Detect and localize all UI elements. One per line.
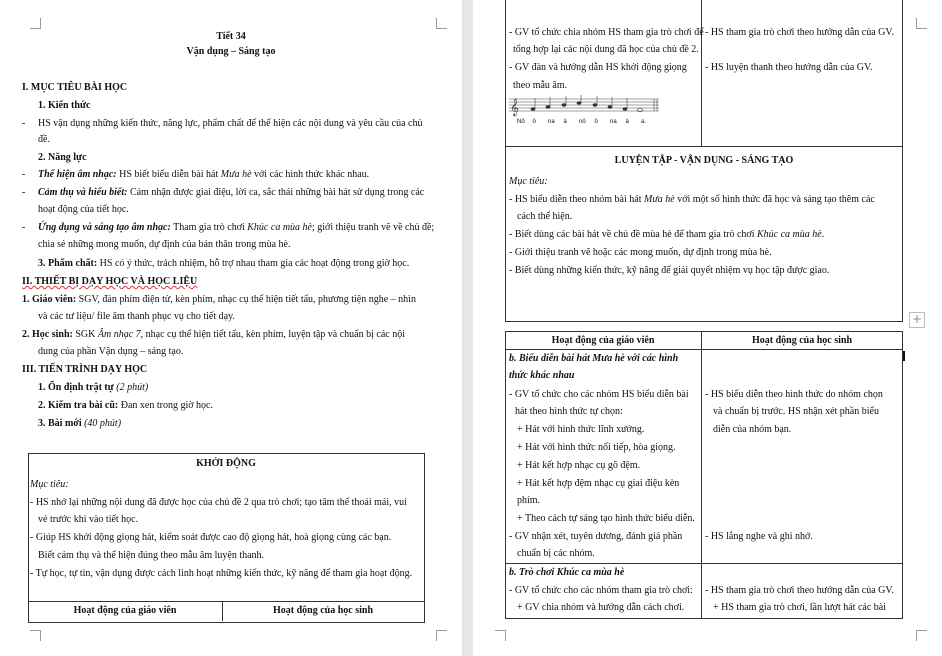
table-divider <box>28 601 424 602</box>
subsection-heading: 2. Năng lực <box>38 152 87 163</box>
activity-heading: b. Trò chơi Khúc ca mùa hè <box>509 567 625 578</box>
lyric-syllable: á <box>563 119 567 125</box>
section-heading: III. TIẾN TRÌNH DẠY HỌC <box>22 364 148 375</box>
table-border <box>505 146 903 147</box>
teacher-activity-line: - GV tổ chức chia nhóm HS tham gia trò chơi để <box>509 27 704 38</box>
teacher-activity-line: phím. <box>517 495 541 506</box>
table-border <box>505 0 506 146</box>
lesson-number: Tiết 34 <box>216 31 246 42</box>
teacher-activity-line: - GV đàn và hướng dẫn HS khởi động giọng <box>509 62 687 73</box>
lyric-syllable: ô <box>594 119 598 125</box>
section-heading: II. THIẾT BỊ DẠY HỌC VÀ HỌC LIỆU <box>22 276 198 287</box>
inline-label: 1. Ổn định trật tự <box>38 382 114 393</box>
teacher-activity-line: + GV chia nhóm và hướng dẫn cách chơi. <box>517 602 685 613</box>
teacher-activity-line: + Hát kết hợp đệm nhạc cụ giai điệu kèn <box>517 478 680 489</box>
lyric-syllable: Nô <box>517 119 525 125</box>
teacher-activity-line: hát theo hình thức tự chọn: <box>515 406 623 417</box>
inline-label: Ứng dụng và sáng tạo âm nhạc: <box>38 222 171 233</box>
student-activity-line: diễn của nhóm bạn. <box>713 424 792 435</box>
paragraph-line: HS vận dụng những kiến thức, năng lực, phẩm chất để thể hiện các nội dung và yêu cầu của chủ <box>38 118 423 129</box>
document-page-2 <box>473 0 942 656</box>
lyric-syllable: na <box>548 119 555 125</box>
lyric-syllable: á <box>625 119 629 125</box>
teacher-activity-line: + Hát kết hợp nhạc cụ gõ đệm. <box>517 460 641 471</box>
column-header-student: Hoạt động của học sinh <box>272 605 374 616</box>
column-header-teacher: Hoạt động của giáo viên <box>73 605 177 616</box>
list-bullet: - <box>22 187 26 198</box>
lyric-syllable: a. <box>641 119 647 125</box>
objective-line: - Biết dùng những kiến thức, kỹ năng để giải quyết nhiệm vụ học tập được giao. <box>509 265 830 276</box>
inline-text: - HS biểu diễn theo nhóm bài hát <box>509 194 644 205</box>
student-activity-line: - HS luyện thanh theo hướng dẫn của GV. <box>705 62 873 73</box>
inline-label: 1. Giáo viên: <box>22 294 77 305</box>
paragraph-line <box>38 258 409 270</box>
inline-label: Thể hiện âm nhạc: <box>38 169 117 180</box>
activity-heading: b. Biểu diễn bài hát Mưa hè với các hình <box>509 353 679 364</box>
student-activity-line: và chuẩn bị trước. HS nhận xét phần biểu <box>713 406 879 417</box>
duration: (40 phút) <box>81 418 122 429</box>
duration: (2 phút) <box>113 382 149 393</box>
student-activity-line: + HS tham gia trò chơi, lần lượt hát các bài <box>713 602 886 613</box>
teacher-activity-line: + Hát với hình thức lĩnh xướng. <box>517 424 645 435</box>
warmup-title: KHỞI ĐỘNG <box>196 458 256 469</box>
add-row-icon[interactable]: + <box>909 312 925 328</box>
inline-text: với một số hình thức đã học và sáng tạo thêm các <box>674 194 875 205</box>
paragraph-line: và các tư liệu/ file âm thanh phục vụ cho tiết dạy. <box>38 311 235 322</box>
objective-line <box>509 194 875 206</box>
list-bullet: - <box>22 222 26 233</box>
inline-label: 3. Phẩm chất: <box>38 258 98 269</box>
student-activity-line: - HS tham gia trò chơi theo hướng dẫn của GV. <box>705 585 894 596</box>
student-activity-line: - HS lắng nghe và ghi nhớ. <box>705 531 813 542</box>
song-name: Mưa hè <box>220 169 252 180</box>
teacher-activity-line: + Hát với hình thức nối tiếp, hòa giọng. <box>517 442 676 453</box>
inline-text: Đan xen trong giờ học. <box>118 400 213 411</box>
inline-text: SGV, đàn phím điện tử, kèn phím, nhạc cụ thể hiện tiết tấu, phương tiện nghe – nhìn <box>76 294 416 305</box>
inline-label: 2. Học sinh: <box>22 329 73 340</box>
game-name: Khúc ca mùa hè <box>247 222 312 233</box>
paragraph-line <box>38 169 369 181</box>
table-border <box>902 146 903 321</box>
paragraph-line <box>38 400 213 412</box>
margin-corner-mark <box>916 630 927 641</box>
lyric-syllable: ô <box>532 119 536 125</box>
inline-text: SGK <box>72 329 98 340</box>
lyric-syllable: na <box>610 119 617 125</box>
objective-line: Biết cảm thụ và thể hiện đúng theo mẫu âm luyện thanh. <box>38 550 265 561</box>
song-name: Mưa hè <box>643 194 675 205</box>
inline-text: HS biết biểu diễn bài hát <box>116 169 221 180</box>
inline-text: với các hình thức khác nhau. <box>251 169 370 180</box>
margin-corner-mark <box>436 630 447 641</box>
inline-text: . <box>821 229 825 240</box>
list-bullet: - <box>22 169 26 180</box>
svg-text:𝄞: 𝄞 <box>510 98 519 116</box>
objective-label: Mục tiêu: <box>30 479 69 490</box>
section-heading: I. MỤC TIÊU BÀI HỌC <box>22 82 128 93</box>
teacher-activity-line: - GV nhận xét, tuyên dương, đánh giá phần <box>509 531 683 542</box>
lyrics-syllables <box>517 119 657 127</box>
margin-corner-mark <box>30 18 41 29</box>
student-activity-line: - HS biểu diễn theo hình thức do nhóm chọn <box>705 389 883 400</box>
inline-label: 2. Kiểm tra bài cũ: <box>38 400 119 411</box>
objective-line: cách thể hiện. <box>517 211 573 222</box>
lyric-syllable: nô <box>579 119 586 125</box>
inline-text: - Biết dùng các bài hát về chủ đề mùa hè để tham gia trò chơi <box>509 229 757 240</box>
table-border <box>902 0 903 146</box>
table-border <box>505 321 903 322</box>
margin-corner-mark <box>30 630 41 641</box>
inline-text: ; giới thiệu tranh vẽ về chủ đề; <box>311 222 435 233</box>
teacher-activity-line: chuẩn bị các nhóm. <box>517 548 595 559</box>
objective-line <box>509 229 824 241</box>
margin-corner-mark <box>436 18 447 29</box>
inline-text: , nhạc cụ thể hiện tiết tấu, kèn phím, luyện tập và chuẩn bị các nội <box>140 329 405 340</box>
paragraph-line <box>38 418 121 430</box>
teacher-activity-line: - GV tổ chức cho các nhóm tham gia trò chơi: <box>509 585 693 596</box>
paragraph-line <box>38 187 424 199</box>
table-divider <box>505 349 903 350</box>
music-staff-image <box>509 95 659 119</box>
text-cursor <box>903 351 905 361</box>
table-divider <box>701 331 702 618</box>
teacher-activity-line: + Theo cách tự sáng tạo hình thức biểu diễn. <box>517 513 695 524</box>
inline-label: 3. Bài mới <box>38 418 82 429</box>
inline-text: Tham gia trò chơi <box>170 222 248 233</box>
column-header-student: Hoạt động của học sinh <box>751 335 853 346</box>
objective-line: - Giúp HS khởi động giọng hát, kiểm soát được cao độ giọng hát, hoà giọng cùng các bạn. <box>30 532 392 543</box>
paragraph-line <box>38 222 434 234</box>
objective-line: - Tự học, tự tin, vận dụng được cách linh hoạt những kiến thức, kỹ năng để tham gia hoạt động. <box>30 568 413 579</box>
column-header-teacher: Hoạt động của giáo viên <box>551 335 655 346</box>
teacher-activity-line: tổng hợp lại các nội dung đã học của chủ đề 2. <box>513 44 699 55</box>
lesson-title: Vận dụng – Sáng tạo <box>186 46 276 57</box>
paragraph-line: hoạt động của tiết học. <box>38 204 129 215</box>
book-name: Âm nhạc 7 <box>97 329 141 340</box>
teacher-activity-line: - GV tổ chức cho các nhóm HS biểu diễn bài <box>509 389 689 400</box>
objective-line: vẻ trước khi vào tiết học. <box>38 514 139 525</box>
objective-line: - Giới thiệu tranh vẽ hoặc các mong muốn, dự định trong mùa hè. <box>509 247 772 258</box>
document-page-1 <box>0 0 462 656</box>
subsection-heading: 1. Kiến thức <box>38 100 91 111</box>
margin-corner-mark <box>916 18 927 29</box>
paragraph-line: chia sẻ những mong muốn, dự định của bản thân trong mùa hè. <box>38 239 291 250</box>
inline-label: Cảm thụ và hiểu biết: <box>38 187 128 198</box>
student-activity-line: - HS tham gia trò chơi theo hướng dẫn của GV. <box>705 27 894 38</box>
teacher-activity-line: theo mẫu âm. <box>513 80 568 91</box>
list-bullet: - <box>22 118 26 129</box>
table-border <box>505 146 506 321</box>
paragraph-line <box>22 329 405 341</box>
inline-text: HS có ý thức, trách nhiệm, hỗ trợ nhau tham gia các hoạt động trong giờ học. <box>97 258 410 269</box>
table-divider <box>505 563 903 564</box>
objective-label: Mục tiêu: <box>509 176 548 187</box>
paragraph-line: đề. <box>38 134 50 145</box>
paragraph-line <box>38 382 148 394</box>
objective-line: - HS nhớ lại những nội dung đã được học của chủ đề 2 qua trò chơi; tạo tâm thế thoải mái, vui <box>30 497 407 508</box>
practice-title: LUYỆN TẬP - VẬN DỤNG - SÁNG TẠO <box>614 155 794 166</box>
game-name: Khúc ca mùa hè <box>756 229 822 240</box>
inline-text: Cảm nhận được giai điệu, lời ca, sắc thái những bài hát sử dụng trong các <box>127 187 425 198</box>
margin-corner-mark <box>495 630 506 641</box>
paragraph-line <box>22 294 416 306</box>
paragraph-line: dung của phần Vận dụng – sáng tạo. <box>38 346 184 357</box>
activity-heading: thức khác nhau <box>509 370 575 381</box>
table-border <box>701 0 702 146</box>
